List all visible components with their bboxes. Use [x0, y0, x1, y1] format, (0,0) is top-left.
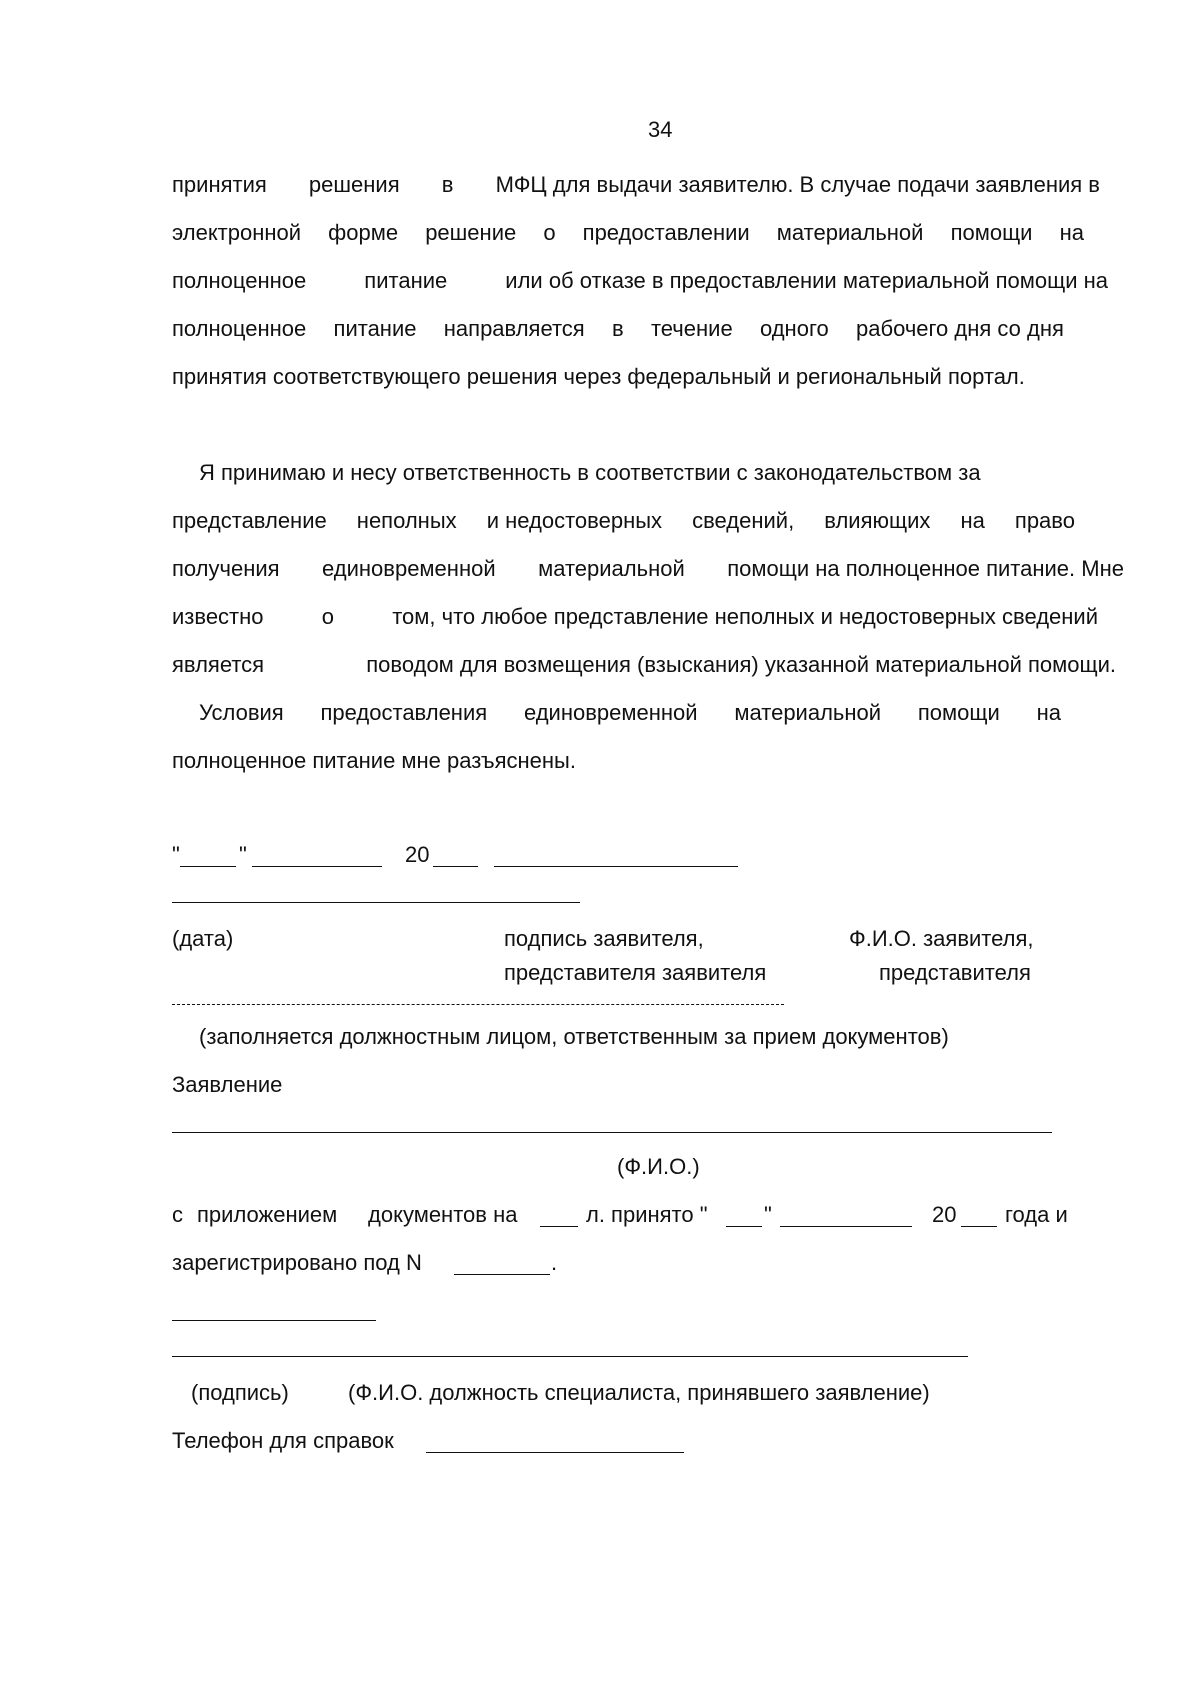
dashed-separator	[172, 1004, 784, 1005]
attach-word-2: приложением	[197, 1202, 338, 1227]
fio-caption: (Ф.И.О.)	[617, 1154, 700, 1179]
sign-label-1: подпись заявителя,	[504, 926, 704, 951]
para1-line5: принятия соответствующего решения через федеральный и региональный портал.	[172, 364, 1025, 389]
year-blank[interactable]	[433, 866, 478, 867]
date-quote-close: "	[239, 842, 247, 867]
specialist-fio-blank[interactable]	[172, 1356, 968, 1357]
attach-word-4: л. принято "	[586, 1202, 708, 1227]
sign-label-2: представителя заявителя	[504, 960, 767, 985]
registration-number-blank[interactable]	[454, 1274, 550, 1275]
registered-end: .	[551, 1250, 558, 1275]
page-number: 34	[648, 117, 673, 142]
fio-label-2: представителя	[879, 960, 1031, 985]
attach-word-5: "	[764, 1202, 772, 1227]
specialist-caption: (Ф.И.О. должность специалиста, принявшего заявление)	[348, 1380, 930, 1405]
para1-line4: полноценное питание направляется в течение одного рабочего дня со дня	[172, 316, 1064, 341]
accepted-day-blank[interactable]	[726, 1226, 762, 1227]
month-blank[interactable]	[252, 866, 382, 867]
official-note: (заполняется должностным лицом, ответственным за прием документов)	[199, 1024, 949, 1049]
fio-label-1: Ф.И.О. заявителя,	[849, 926, 1034, 951]
para1-line1: принятия решения в МФЦ для выдачи заявителю. В случае подачи заявления в	[172, 172, 1100, 197]
year-prefix: 20	[405, 842, 430, 867]
accepted-month-blank[interactable]	[780, 1226, 912, 1227]
signature-blank[interactable]	[494, 866, 738, 867]
date-label: (дата)	[172, 926, 234, 951]
attach-word-1: с	[172, 1202, 183, 1227]
attach-word-6: 20	[932, 1202, 957, 1227]
para1-line3: полноценное питание или об отказе в предоставлении материальной помощи на	[172, 268, 1108, 293]
attach-word-3: документов на	[368, 1202, 518, 1227]
phone-blank[interactable]	[426, 1452, 684, 1453]
para3-line2: полноценное питание мне разъяснены.	[172, 748, 576, 773]
specialist-signature-blank[interactable]	[172, 1320, 376, 1321]
day-blank[interactable]	[180, 866, 236, 867]
sign-caption: (подпись)	[191, 1380, 289, 1405]
applicant-fio-blank[interactable]	[172, 1132, 1052, 1133]
para2-line4: известно о том, что любое представление неполных и недостоверных сведений	[172, 604, 1098, 629]
para3-line1: Условия предоставления единовременной материальной помощи на	[199, 700, 1061, 725]
accepted-year-blank[interactable]	[961, 1226, 997, 1227]
attach-word-7: года и	[1005, 1202, 1068, 1227]
para2-line1: Я принимаю и несу ответственность в соответствии с законодательством за	[199, 460, 981, 485]
para2-line2: представление неполных и недостоверных сведений, влияющих на право	[172, 508, 1075, 533]
para2-line5: является поводом для возмещения (взыскания) указанной материальной помощи.	[172, 652, 1116, 677]
date-quote-open: "	[172, 842, 180, 867]
para2-line3: получения единовременной материальной помощи на полноценное питание. Мне	[172, 556, 1124, 581]
statement-label: Заявление	[172, 1072, 283, 1097]
fio-blank[interactable]	[172, 902, 580, 903]
phone-label: Телефон для справок	[172, 1428, 394, 1453]
para1-line2: электронной форме решение о предоставлении материальной помощи на	[172, 220, 1084, 245]
pages-blank[interactable]	[540, 1226, 578, 1227]
registered-label: зарегистрировано под N	[172, 1250, 422, 1275]
